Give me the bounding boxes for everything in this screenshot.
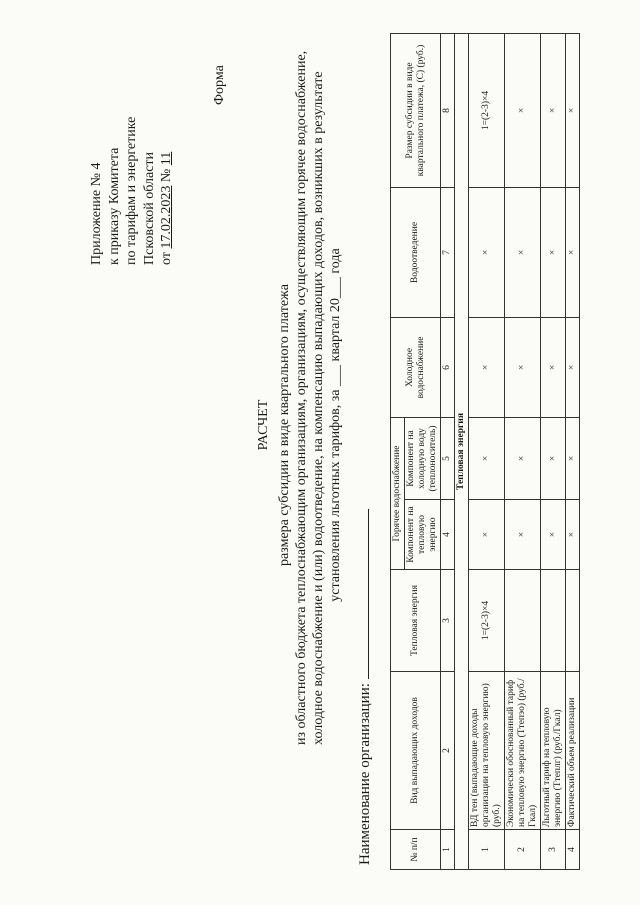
header-num: № п/п xyxy=(391,830,441,870)
organization-label: Наименование организации: xyxy=(357,683,373,865)
table-index-row xyxy=(441,33,455,869)
index-cell: 5 xyxy=(441,417,455,499)
cell-hot-b: × xyxy=(505,417,541,499)
form-label: Форма xyxy=(212,65,227,105)
header-drainage: Водоотведение xyxy=(391,187,441,317)
doc-title: РАСЧЕТ xyxy=(256,399,271,451)
header-hot-cold-component: Компонент на холодную воду (теплоноситель) xyxy=(405,417,441,499)
section-heading: Тепловая энергия xyxy=(455,33,469,869)
cell-label: Экономически обоснованный тариф на тепловую энергию (Ттепэо) (руб./Гкал) xyxy=(505,672,541,830)
cell-heat: 1=(2-3)×4 xyxy=(469,570,505,672)
cell-hot-b: × xyxy=(566,417,580,499)
cell-hot-a: × xyxy=(469,500,505,570)
index-cell: 8 xyxy=(441,33,455,187)
index-cell: 1 xyxy=(441,830,455,870)
cell-heat xyxy=(541,570,566,672)
cell-subsidy: × xyxy=(566,33,580,187)
header-hot-water: Горячее водоснабжение xyxy=(391,417,405,569)
organization-line xyxy=(354,509,374,865)
approval-block xyxy=(88,117,176,265)
cell-subsidy: × xyxy=(541,33,566,187)
approval-line-2: к приказу Комитета xyxy=(106,147,122,265)
index-cell: 6 xyxy=(441,317,455,417)
approval-line-3: по тарифам и энергетике xyxy=(124,116,139,265)
organization-blank xyxy=(354,509,369,679)
order-date: 17.02.2023 xyxy=(159,185,174,249)
header-cold-water: Холодное водоснабжение xyxy=(391,317,441,417)
cell-cold: × xyxy=(566,317,580,417)
cell-num: 1 xyxy=(469,830,505,870)
table-row xyxy=(505,33,541,869)
index-cell: 4 xyxy=(441,500,455,570)
cell-hot-b: × xyxy=(541,417,566,499)
cell-drain: × xyxy=(505,187,541,317)
cell-cold: × xyxy=(541,317,566,417)
table-row xyxy=(541,33,566,869)
cell-num: 3 xyxy=(541,830,566,870)
title-line-2: из областного бюджета теплоснабжающим организациям, организациям, осуществляющим горячее водоснабжение, xyxy=(294,50,309,745)
cell-hot-b: × xyxy=(469,417,505,499)
table-header-row xyxy=(391,33,405,869)
title-line-3: холодное водоснабжение и (или) водоотведение, на компенсацию выпадающих доходов, возникших в результате xyxy=(311,71,326,745)
table-row xyxy=(566,33,580,869)
approval-line-4: Псковской области xyxy=(141,151,157,265)
cell-num: 2 xyxy=(505,830,541,870)
cell-hot-a: × xyxy=(505,500,541,570)
approval-line-5: от 17.02.2023 № 11 xyxy=(159,151,174,265)
cell-cold: × xyxy=(505,317,541,417)
cell-subsidy: × xyxy=(505,33,541,187)
header-type: Вид выпадающих доходов xyxy=(391,672,441,830)
cell-drain: × xyxy=(469,187,505,317)
header-hot-heat-component: Компонент на тепловую энергию xyxy=(405,500,441,570)
index-cell: 3 xyxy=(441,570,455,672)
header-heat: Тепловая энергия xyxy=(391,570,441,672)
cell-hot-a: × xyxy=(541,500,566,570)
index-cell: 7 xyxy=(441,187,455,317)
cell-num: 4 xyxy=(566,830,580,870)
cell-cold: × xyxy=(469,317,505,417)
approval-line-1: Приложение № 4 xyxy=(89,162,104,265)
cell-heat xyxy=(505,570,541,672)
cell-subsidy: 1=(2-3)×4 xyxy=(469,33,505,187)
table-row xyxy=(469,33,505,869)
cell-label: ВД тен (выпадающие доходы организации на тепловую энергию) (руб.) xyxy=(469,672,505,830)
cell-label: Фактический объем реализации xyxy=(566,672,580,830)
cell-label: Льготный тариф на тепловую энергию (Ттеплг) (руб./Гкал) xyxy=(541,672,566,830)
index-cell: 2 xyxy=(441,672,455,830)
cell-drain: × xyxy=(566,187,580,317)
header-subsidy: Размер субсидии в виде квартального платежа, (С) (руб.) xyxy=(391,33,441,187)
cell-hot-a: × xyxy=(566,500,580,570)
subsidy-table xyxy=(390,33,580,870)
cell-heat xyxy=(566,570,580,672)
title-line-1: размера субсидии в виде квартального платежа xyxy=(277,284,292,566)
order-number: 11 xyxy=(159,151,174,166)
title-block xyxy=(255,50,344,745)
cell-drain: × xyxy=(541,187,566,317)
title-line-4: установления льготных тарифов, за ___ квартал 20___ года xyxy=(328,248,343,602)
section-row xyxy=(455,33,469,869)
